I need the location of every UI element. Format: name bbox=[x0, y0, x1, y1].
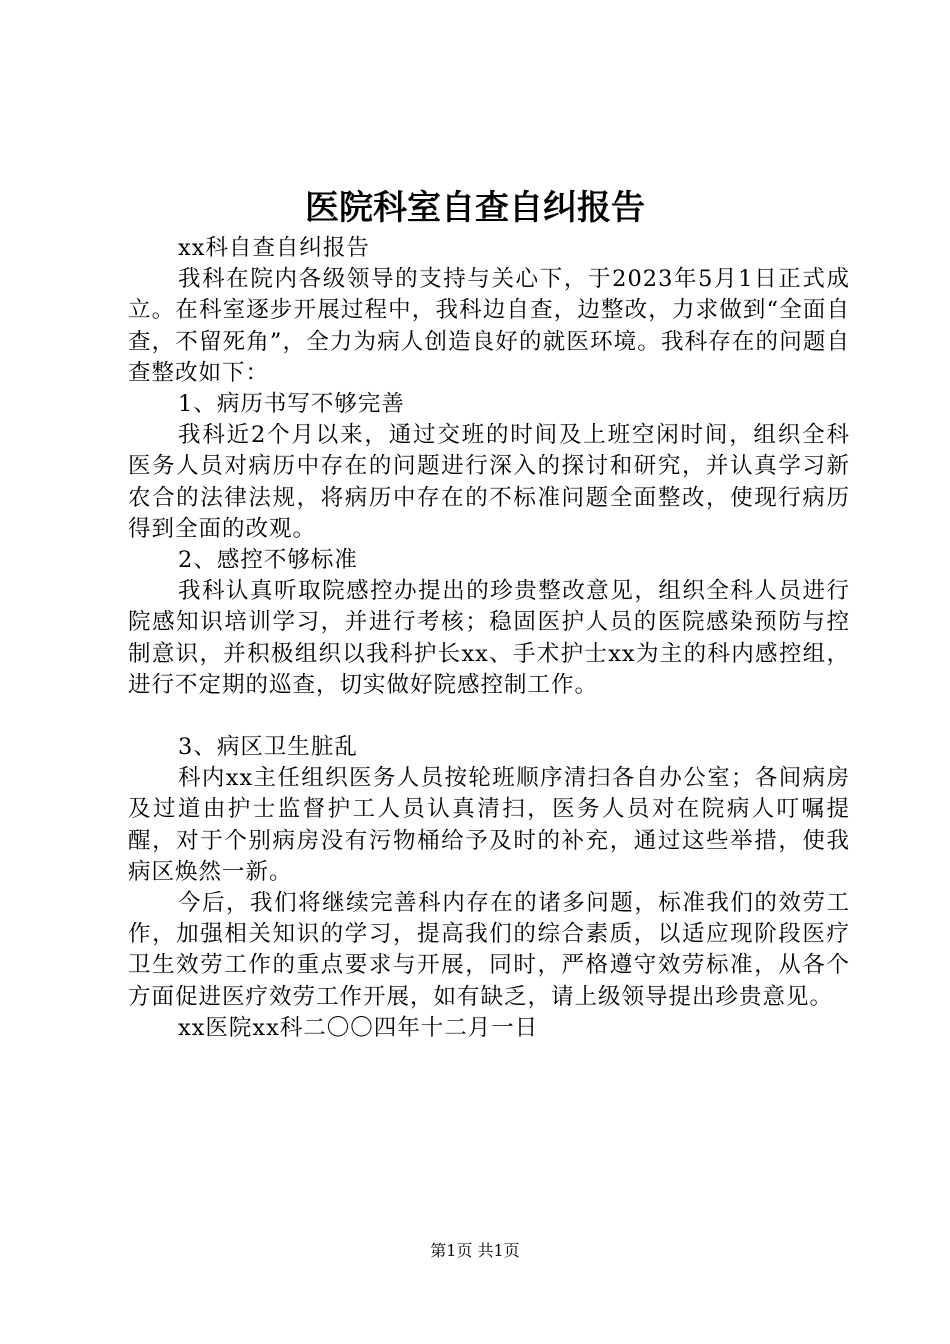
closing-paragraph: 今后，我们将继续完善科内存在的诸多问题，标准我们的效劳工作，加强相关知识的学习，提高我们的综合素质，以适应现阶段医疗卫生效劳工作的重点要求与开展，同时，严格遵守效劳标准，从各个方面促进医疗效劳工作开展，如有缺乏，请上级领导提出珍贵意见。 bbox=[128, 890, 850, 1010]
section-paragraph-1: 我科近2个月以来，通过交班的时间及上班空闲时间，组织全科医务人员对病历中存在的问题进行深入的探讨和研究，并认真学习新农合的法律法规，将病历中存在的不标准问题全面整改，使现行病历得到全面的改观。 bbox=[128, 422, 850, 542]
page-footer: 第1页 共1页 bbox=[430, 1241, 520, 1260]
intro-paragraph: 我科在院内各级领导的支持与关心下，于2023年5月1日正式成立。在科室逐步开展过程中，我科边自查，边整改，力求做到“全面自查，不留死角”，全力为病人创造良好的就医环境。我科存在的问题自查整改如下： bbox=[128, 266, 850, 386]
document-title: 医院科室自查自纠报告 bbox=[305, 188, 645, 228]
report-subtitle: xx科自查自纠报告 bbox=[178, 235, 370, 261]
section-heading-1: 1、病历书写不够完善 bbox=[178, 391, 405, 418]
section-heading-3: 3、病区卫生脏乱 bbox=[178, 734, 358, 761]
section-paragraph-3: 科内xx主任组织医务人员按轮班顺序清扫各自办公室；各间病房及过道由护士监督护工人员认真清扫，医务人员对在院病人叮嘱提醒，对于个别病房没有污物桶给予及时的补充，通过这些举措，使我病区焕然一新。 bbox=[128, 765, 850, 885]
section-heading-2: 2、感控不够标准 bbox=[178, 547, 358, 574]
section-paragraph-2: 我科认真听取院感控办提出的珍贵整改意见，组织全科人员进行院感知识培训学习，并进行考核；稳固医护人员的医院感染预防与控制意识，并积极组织以我科护长xx、手术护士xx为主的科内感控组，进行不定期的巡查，切实做好院感控制工作。 bbox=[128, 578, 850, 698]
signature-date: xx医院xx科二〇〇四年十二月一日 bbox=[178, 1014, 539, 1041]
document-body bbox=[128, 233, 850, 1044]
